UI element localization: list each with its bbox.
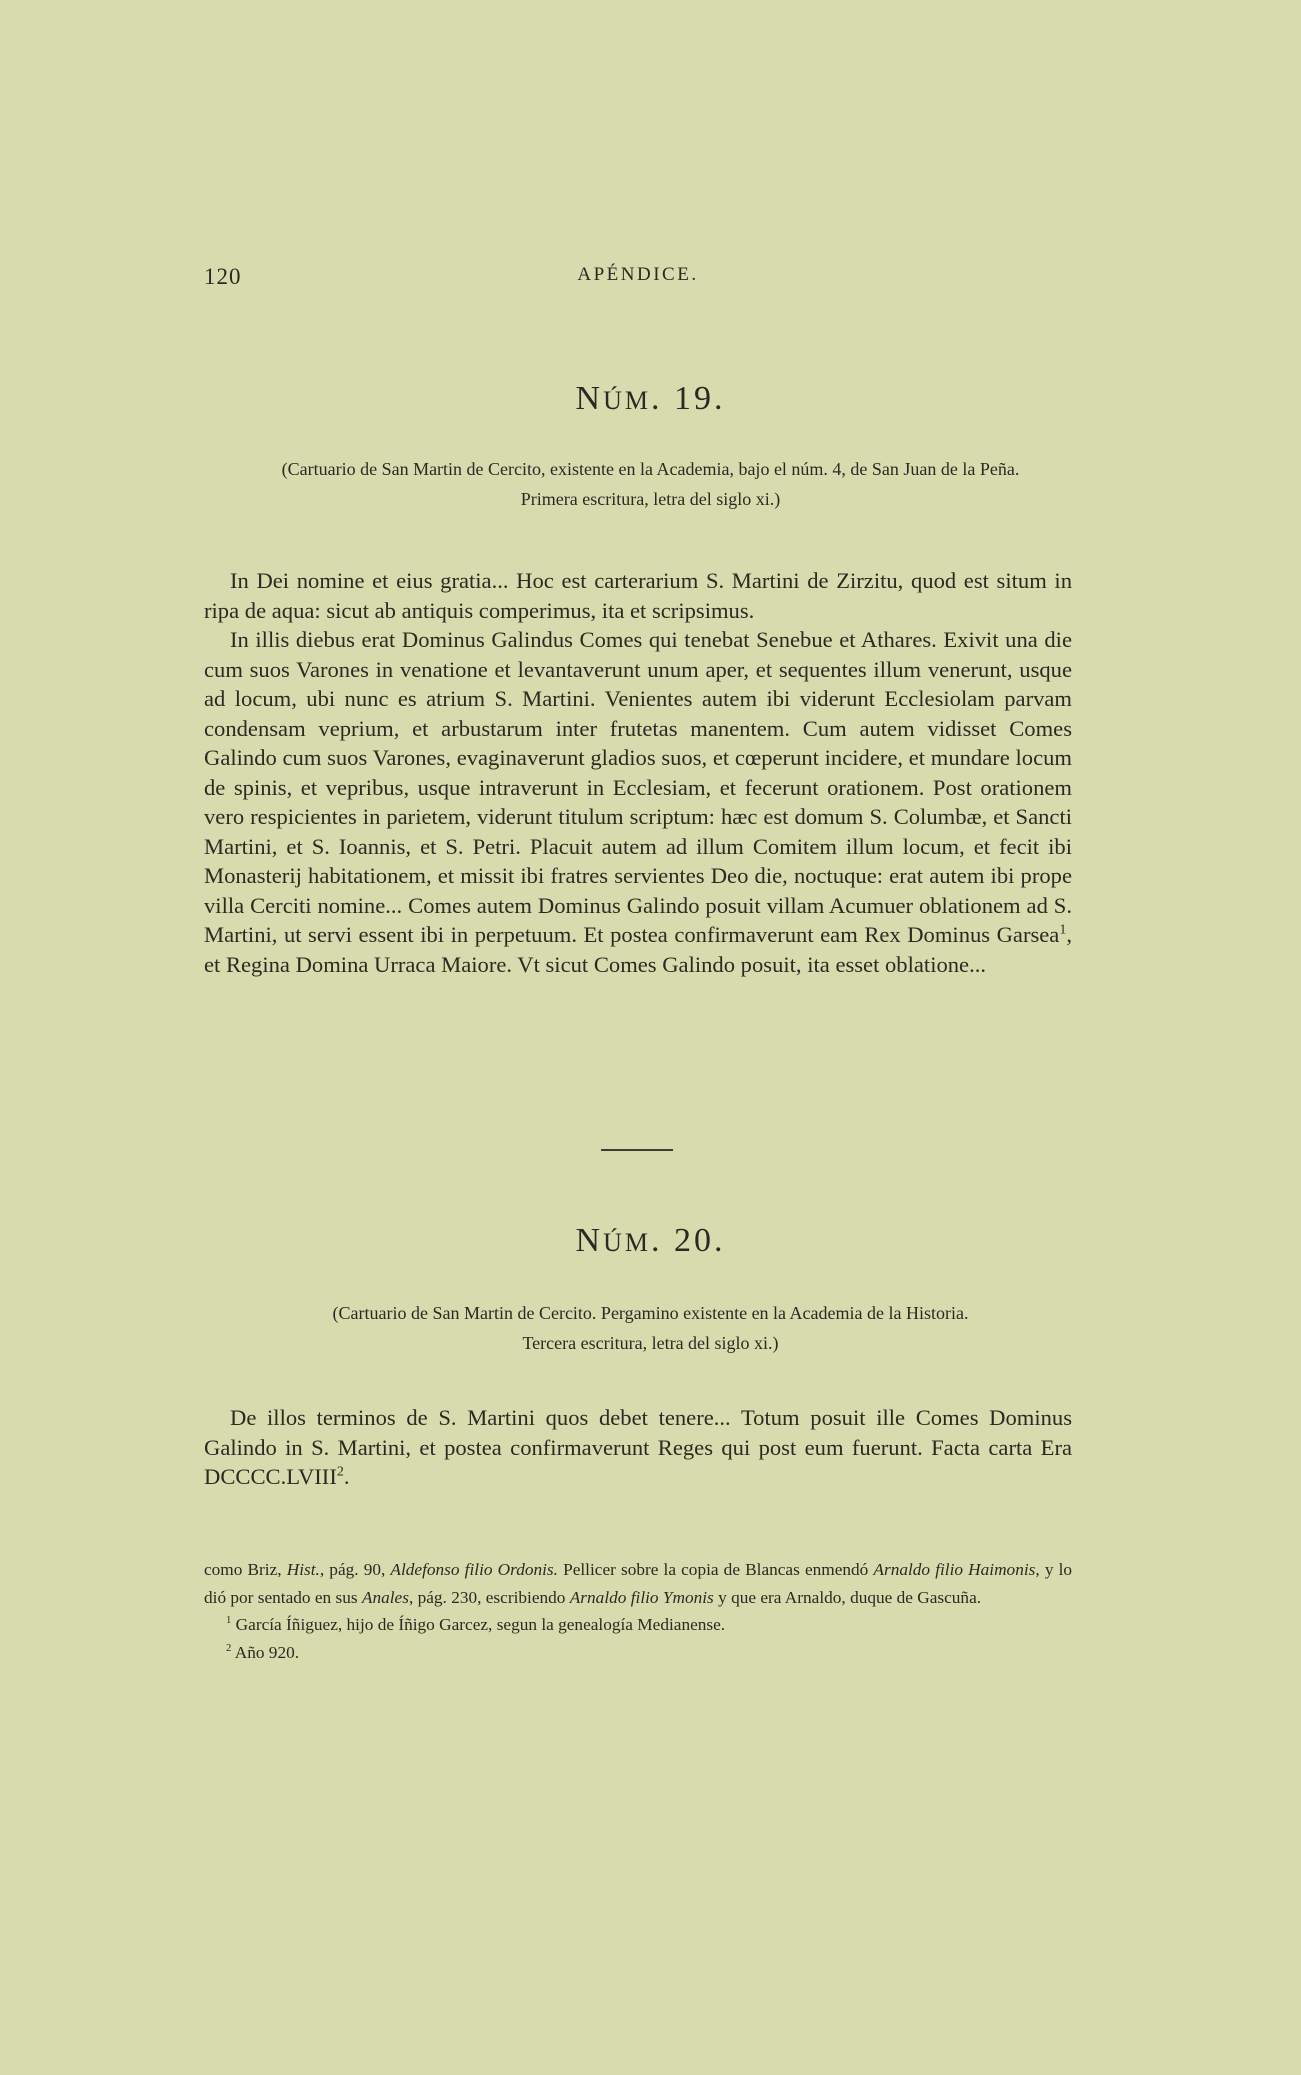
running-title: APÉNDICE. <box>577 264 699 285</box>
source-note-line: Tercera escritura, letra del siglo xi.) <box>522 1333 779 1353</box>
footnotes <box>204 1556 1072 1666</box>
paragraph: In illis diebus erat Dominus Galindus Comes qui tenebat Senebue et Athares. Exivit una die cum suos Varones in venatione et levantaverunt unum aper, et sequentes illum venerunt, usque ad locum, ubi nunc es atrium S. Martini. Venientes autem ibi viderunt Ecclesiolam parvam condensam veprium, et arbustarum inter frutetas manentem. Cum autem vidisset Comes Galindo cum suos Varones, evaginaverunt gladios suos, et cœperunt incidere, et mundare locum de spinis, et vepribus, usque intraverunt in Ecclesiam, et fecerunt orationem. Post orationem vero respicientes in parietem, viderunt titulum scriptum: hæc est domum S. Columbæ, et Sancti Martini, et S. Ioannis, et S. Petri. Placuit autem ad illum Comitem illum locum, et fecit ibi Monasterij habitationem, et missit ibi fratres servientes Deo die, noctuque: erat autem ibi prope villa Cerciti nomine... Comes autem Dominus Galindo posuit villam Acumuer oblationem ad S. Martini, ut servi essent ibi in perpetuum. Et postea confirmaverunt eam Rex Dominus Garsea$^1$, et Regina Domina Urraca Maiore. Vt sicut Comes Galindo posuit, ita esset oblatione... <box>204 627 1072 977</box>
footnote-ref: 2 <box>336 1464 344 1480</box>
page-number: 120 <box>204 264 242 289</box>
footnote-continuation: como Briz, Hist., pág. 90, Aldefonso filio Ordonis. Pellicer sobre la copia de Blancas enmendó Arnaldo filio Haimonis, y lo dió por sentado en sus Anales, pág. 230, escribiendo Arnaldo filio Ymonis y que era Arnaldo, duque de Gascuña. <box>204 1560 1073 1607</box>
section-divider <box>601 1149 673 1151</box>
source-note-line: (Cartuario de San Martin de Cercito, existente en la Academia, bajo el núm. 4, de San Juan de la Peña. <box>281 459 1020 479</box>
footnote-mark: 2 <box>226 1641 232 1654</box>
source-note-20 <box>180 1298 1121 1358</box>
footnote-2: $^2$ Año 920. <box>226 1641 300 1662</box>
source-note-19 <box>180 454 1121 514</box>
document-heading-20: NÚM. 20. <box>575 1222 726 1259</box>
document-body-20 <box>204 1403 1072 1492</box>
document-body-19 <box>204 566 1072 979</box>
footnote-ref: 1 <box>1059 922 1067 938</box>
paragraph: In Dei nomine et eius gratia... Hoc est carterarium S. Martini de Zirzitu, quod est situm in ripa de aqua: sicut ab antiquis comperimus, ita et scripsimus. <box>204 568 1072 623</box>
document-heading-19: NÚM. 19. <box>575 380 726 417</box>
running-head <box>204 264 1072 294</box>
source-note-line: Primera escritura, letra del siglo xi.) <box>520 489 781 509</box>
footnote-1: $^1$ García Íñiguez, hijo de Íñigo Garcez, segun la genealogía Medianense. <box>226 1614 726 1634</box>
paragraph: De illos terminos de S. Martini quos debet tenere... Totum posuit ille Comes Dominus Galindo in S. Martini, et postea confirmaverunt Reges qui post eum fuerunt. Facta carta Era DCCCC.LVIII$^2$. <box>204 1405 1072 1489</box>
source-note-line: (Cartuario de San Martin de Cercito. Pergamino existente en la Academia de la Historia. <box>332 1303 969 1323</box>
footnote-mark: 1 <box>226 1614 232 1627</box>
